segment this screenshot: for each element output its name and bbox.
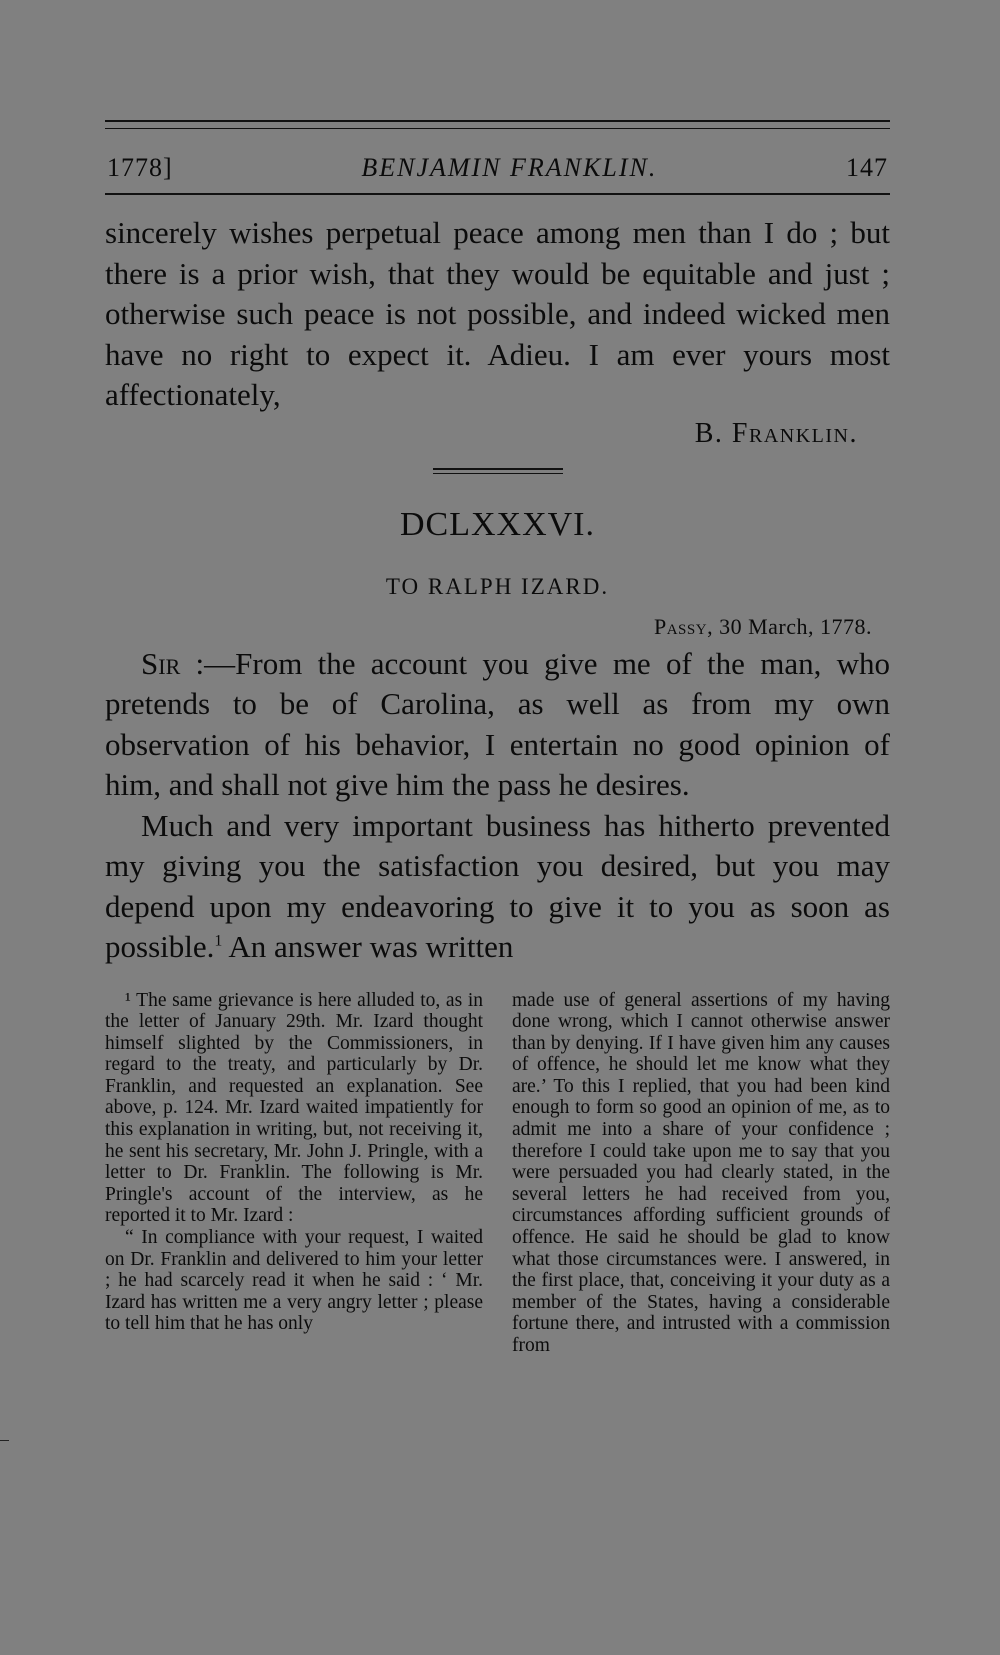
previous-letter-ending <box>105 213 890 416</box>
footnote-right-paragraph-1: made use of general assertions of my having done wrong, which I cannot otherwise answer than by denying. If I have given him any causes of offence, he should let me know what they are.’ To this I replied, that you had been kind enough to form so good an opinion of me, as to admit me into a share of your confidence ; therefore I could take upon me to say that you were persuaded you had clearly stated, in the several letters he had received from you, circumstances affording sufficient grounds of offence. He said he should be glad to know what those circumstances were. I answered, in the first place, that, conceiving it your duty as a member of the States, having a considerable fortune there, and intrusted with a commission from <box>512 989 890 1356</box>
letter-dateline <box>105 614 872 640</box>
footnotes <box>105 990 890 1357</box>
footnote-marker: 1 <box>214 932 223 950</box>
footnote-column-right <box>512 990 890 1357</box>
letter-paragraph-2 <box>105 806 890 968</box>
footnote-left-paragraph-2: “ In compliance with your request, I waited on Dr. Franklin and delivered to him your letter ; he had scarcely read it when he said : ‘ Mr. Izard has written me a very angry letter ; please to tell him that he has only <box>105 1227 483 1335</box>
letter-paragraph-1 <box>105 644 890 806</box>
footnote-left-paragraph-1: ¹ The same grievance is here alluded to, as in the letter of January 29th. Mr. Izard thought himself slighted by the Commissioners, in regard to the treaty, and particularly by Dr. Franklin, and requested an explanation. See above, p. 124. Mr. Izard waited impatiently for this explanation in writing, but, not receiving it, he sent his secretary, Mr. John J. Pringle, with a letter to Dr. Franklin. The following is Mr. Pringle's account of the interview, as he reported it to Mr. Izard : <box>105 989 483 1227</box>
header-year: 1778] <box>107 153 173 182</box>
page-number: 147 <box>846 153 888 182</box>
letter-date: 30 March, 1778. <box>719 613 872 639</box>
letter-body <box>105 644 890 968</box>
letter-place: Passy, <box>653 613 714 639</box>
letter-recipient: TO RALPH IZARD. <box>385 573 610 599</box>
paragraph-1-text: :—From the account you give me of the man, who pretends to be of Carolina, as well as from my own observation of his behavior, I entertain no good opinion of him, and shall not give him the pass he desires. <box>105 645 890 802</box>
header-bottom-rule <box>105 193 890 195</box>
letter-number: DCLXXXVI. <box>399 505 596 543</box>
section-separator <box>433 468 563 474</box>
header-top-rule <box>105 120 890 129</box>
signature: B. Franklin. <box>694 417 858 449</box>
margin-tick <box>0 1440 9 1441</box>
closing-paragraph: sincerely wishes perpetual peace among men than I do ; but there is a prior wish, that they would be equitable and just ; otherwise such peace is not possible, and indeed wicked men have no right to expect it. Adieu. I am ever yours most affectionately, <box>105 215 890 412</box>
salutation: Sir <box>141 645 181 681</box>
paragraph-2-text-a: Much and very important business has hitherto prevented my giving you the satisfaction you desired, but you may depend upon my endeavoring to give it to you as soon as possible. <box>105 807 890 964</box>
book-page <box>105 120 890 1357</box>
paragraph-2-text-b: An answer was written <box>222 929 514 964</box>
footnote-column-left <box>105 990 483 1357</box>
running-header <box>105 153 890 183</box>
header-title: BENJAMIN FRANKLIN. <box>361 153 658 182</box>
